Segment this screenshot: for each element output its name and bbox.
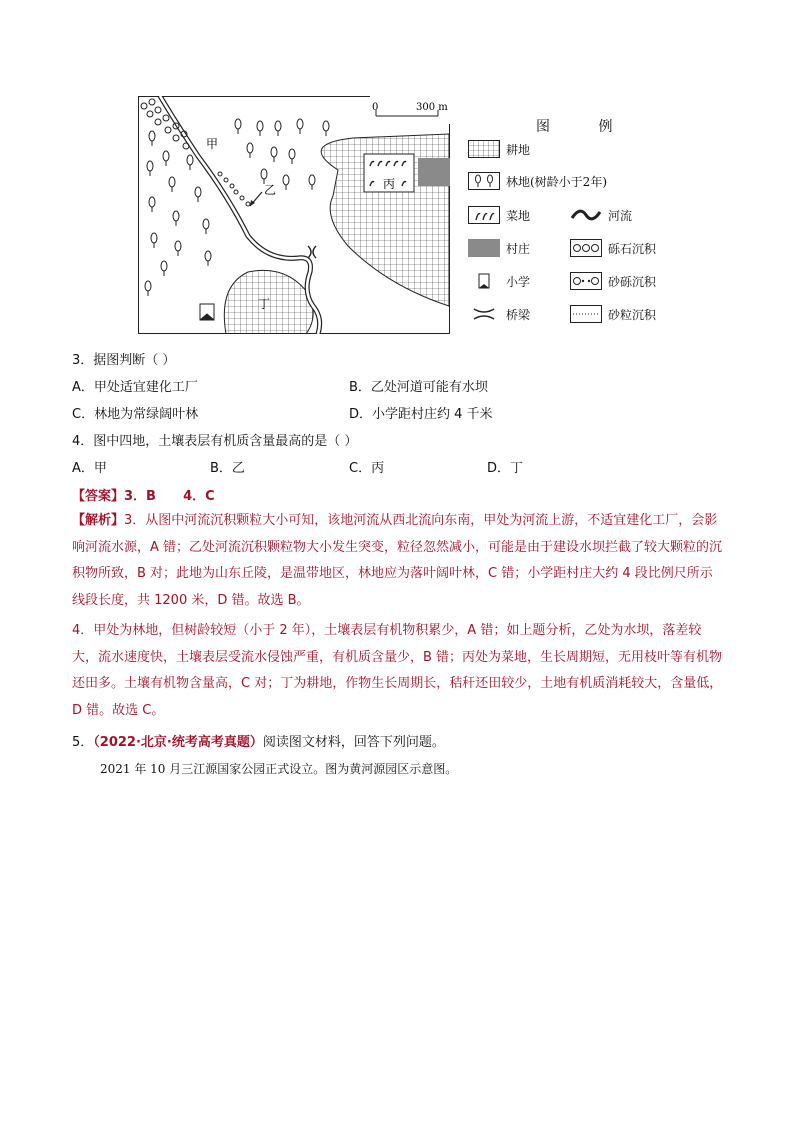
legend-item-vegetable: 菜地 <box>468 204 530 226</box>
legend-item-sand-gravel: 砂砾沉积 <box>570 270 656 292</box>
legend-item-river: 河流 <box>570 204 632 226</box>
legend-item-cropland: 耕地 <box>468 138 530 160</box>
map-legend <box>466 112 666 332</box>
answer-line: 【答案】3．B 4．C <box>72 489 215 504</box>
q5-number: 5． <box>72 735 94 750</box>
q3-option-a: A．甲处适宜建化工厂 <box>72 380 198 395</box>
gravel-deposit-icon <box>570 239 602 257</box>
vegetable-field-icon <box>468 206 500 224</box>
map-label-yi: 乙 <box>264 183 277 197</box>
analysis-tag: 【解析】 <box>72 513 125 528</box>
q5-stem: 阅读图文材料，回答下列问题。 <box>262 735 445 750</box>
bridge-icon <box>468 305 500 323</box>
map-label-ding: 丁 <box>258 297 271 311</box>
village <box>418 158 450 186</box>
q4-option-c: C．丙 <box>349 461 385 476</box>
river-icon <box>570 206 602 224</box>
q3-option-b: B．乙处河道可能有水坝 <box>349 380 488 395</box>
map-label-jia: 甲 <box>206 137 219 151</box>
analysis-q4: 4．甲处为林地，但树龄较短（小于 2 年），土壤表层有机物积累少，A 错；如上题分析，乙处为水坝，落差较大，流水速度快，土壤表层受流水侵蚀严重，有机质含量少，B 错；丙处为菜地，生长周期短，无用枝叶等有机物还田多。土壤有机物含量高，C 对；丁为耕地，作物生长周期长，秸秆还田较少，土地有机质消耗较大，含量低，D 错。故选 C。 <box>72 623 723 718</box>
legend-item-forest: 林地(树龄小于2年) <box>468 170 607 192</box>
analysis-q3-text: 3．从图中河流沉积颗粒大小可知，该地河流从西北流向东南，甲处为河流上游，不适宜建化工厂，会影响河流水源，A 错；乙处河流沉积颗粒物大小发生突变，粒径忽然减小，可能是由于建设水坝拦截了较大颗粒的沉积物所致，B 对；此地为山东丘陵，是温带地区，林地应为落叶阔叶林，C 错；小学距村庄大约 4 段比例尺所示线段长度，共 1200 米，D 错。故选 B。 <box>72 513 723 608</box>
sand-deposit-icon <box>570 305 602 323</box>
q5-heading <box>72 731 445 750</box>
q3-stem: 3．据图判断（ ） <box>72 353 176 368</box>
scale-zero: 0 <box>372 102 379 113</box>
land-use-map <box>138 96 450 334</box>
village-icon <box>468 239 500 257</box>
school-icon <box>468 272 500 290</box>
legend-item-school: 小学 <box>468 270 530 292</box>
forest-icon <box>468 172 500 190</box>
legend-item-bridge: 桥梁 <box>468 303 530 325</box>
legend-item-sand: 砂粒沉积 <box>570 303 656 325</box>
q4-option-b: B．乙 <box>210 461 245 476</box>
q3-option-c: C．林地为常绿阔叶林 <box>72 407 199 422</box>
legend-item-gravel: 砾石沉积 <box>570 237 656 259</box>
q4-option-a: A．甲 <box>72 461 107 476</box>
map-label-bing: 丙 <box>383 177 396 191</box>
q5-source: （2022·北京·统考高考真题） <box>93 735 263 750</box>
analysis-q3 <box>72 508 724 614</box>
cropland-icon <box>468 140 500 158</box>
school-icon <box>200 304 214 320</box>
q3-option-d: D．小学距村庄约 4 千米 <box>349 407 493 422</box>
legend-item-village: 村庄 <box>468 237 530 259</box>
q5-material: 2021 年 10 月三江源国家公园正式设立。图为黄河源园区示意图。 <box>100 762 458 776</box>
legend-title: 图 例 <box>536 119 635 135</box>
sand-gravel-deposit-icon <box>570 272 602 290</box>
q4-option-d: D．丁 <box>487 461 524 476</box>
q4-stem: 4．图中四地，土壤表层有机质含量最高的是（ ） <box>72 434 358 449</box>
scale-label: 300 m <box>416 102 448 113</box>
